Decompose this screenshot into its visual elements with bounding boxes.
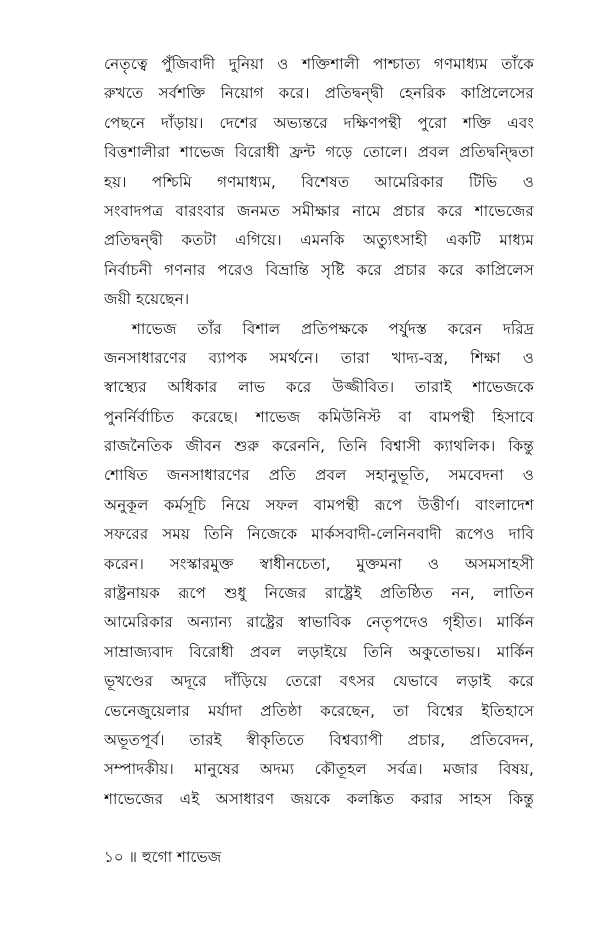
text-line: ভেনেজুয়েলার মর্যাদা প্রতিষ্ঠা করেছেন, তা বিশ্বের ইতিহাসে [104, 701, 534, 720]
text-line: প্রতিদ্বন্দ্বী কতটা এগিয়ে। এমনকি অত্যুৎসাহী একটি মাধ্যম [104, 231, 534, 250]
text-line: আমেরিকার অন্যান্য রাষ্ট্রের স্বাভাবিক নেতৃপদেও গৃহীত। মার্কিন [104, 613, 534, 632]
text-line: নির্বাচনী গণনার পরেও বিভ্রান্তি সৃষ্টি করে প্রচার করে কাপ্রিলেস [104, 260, 534, 279]
text-line: পেছনে দাঁড়ায়। দেশের অভ্যন্তরে দক্ষিণপন্থী পুরো শক্তি এবং [104, 113, 534, 132]
text-line: সাম্রাজ্যবাদ বিরোধী প্রবল লড়াইয়ে তিনি অকুতোভয়। মার্কিন [104, 642, 534, 661]
text-line: পুনর্নির্বাচিত করেছে। শাভেজ কমিউনিস্ট বা বামপন্থী হিসাবে [104, 407, 534, 426]
text-line: শাভেজের এই অসাধারণ জয়কে কলঙ্কিত করার সাহস কিন্তু [104, 789, 534, 808]
text-line: সফরের সময় তিনি নিজেকে মার্কসবাদী-লেনিনবাদী রূপেও দাবি [104, 525, 534, 544]
text-line: বিত্তশালীরা শাভেজ বিরোধী ফ্রন্ট গড়ে তোলে। প্রবল প্রতিদ্বন্দ্বিতা [104, 143, 534, 162]
text-line: সম্পাদকীয়। মানুষের অদম্য কৌতূহল সর্বত্র। মজার বিষয়, [104, 760, 534, 779]
text-line: জয়ী হয়েছেন। [104, 290, 190, 309]
text-line: হয়। পশ্চিমি গণমাধ্যম, বিশেষত আমেরিকার টিভি ও [104, 172, 534, 191]
text-line: অভূতপূর্ব। তারই স্বীকৃতিতে বিশ্বব্যাপী প্রচার, প্রতিবেদন, [104, 730, 534, 749]
text-line: শাভেজ তাঁর বিশাল প্রতিপক্ষকে পর্যুদস্ত করেন দরিদ্র [132, 319, 534, 338]
body-text [104, 50, 534, 814]
page-footer [104, 846, 221, 868]
text-line: সংবাদপত্র বারংবার জনমত সমীক্ষার নামে প্রচার করে শাভেজের [104, 201, 534, 220]
text-line: অনুকূল কর্মসূচি নিয়ে সফল বামপন্থী রূপে উত্তীর্ণ। বাংলাদেশ [104, 495, 534, 514]
text-line: ভূখণ্ডের অদূরে দাঁড়িয়ে তেরো বৎসর যেভাবে লড়াই করে [104, 672, 534, 691]
paragraph-1 [104, 50, 534, 315]
text-line: রাষ্ট্রনায়ক রূপে শুধু নিজের রাষ্ট্রেই প্রতিষ্ঠিত নন, লাতিন [104, 584, 534, 603]
paragraph-2 [104, 315, 534, 815]
page-number-and-title: ১০ ॥ হুগো শাভেজ [104, 848, 222, 866]
text-line: স্বাস্থ্যের অধিকার লাভ করে উজ্জীবিত। তারাই শাভেজকে [104, 378, 534, 397]
text-line: নেতৃত্বে পুঁজিবাদী দুনিয়া ও শক্তিশালী পাশ্চাত্য গণমাধ্যম তাঁকে [104, 55, 534, 73]
text-line: শোষিত জনসাধারণের প্রতি প্রবল সহানুভূতি, সমবেদনা ও [104, 466, 534, 485]
text-line: জনসাধারণের ব্যাপক সমর্থনে। তারা খাদ্য-বস্ত্র, শিক্ষা ও [104, 348, 534, 367]
text-line: করেন। সংস্কারমুক্ত স্বাধীনচেতা, মুক্তমনা ও অসমসাহসী [104, 554, 534, 573]
text-line: রুখতে সর্বশক্তি নিয়োগ করে। প্রতিদ্বন্দ্বী হেনরিক কাপ্রিলেসের [104, 84, 534, 103]
text-line: রাজনৈতিক জীবন শুরু করেননি, তিনি বিশ্বাসী ক্যাথলিক। কিন্তু [104, 437, 534, 456]
